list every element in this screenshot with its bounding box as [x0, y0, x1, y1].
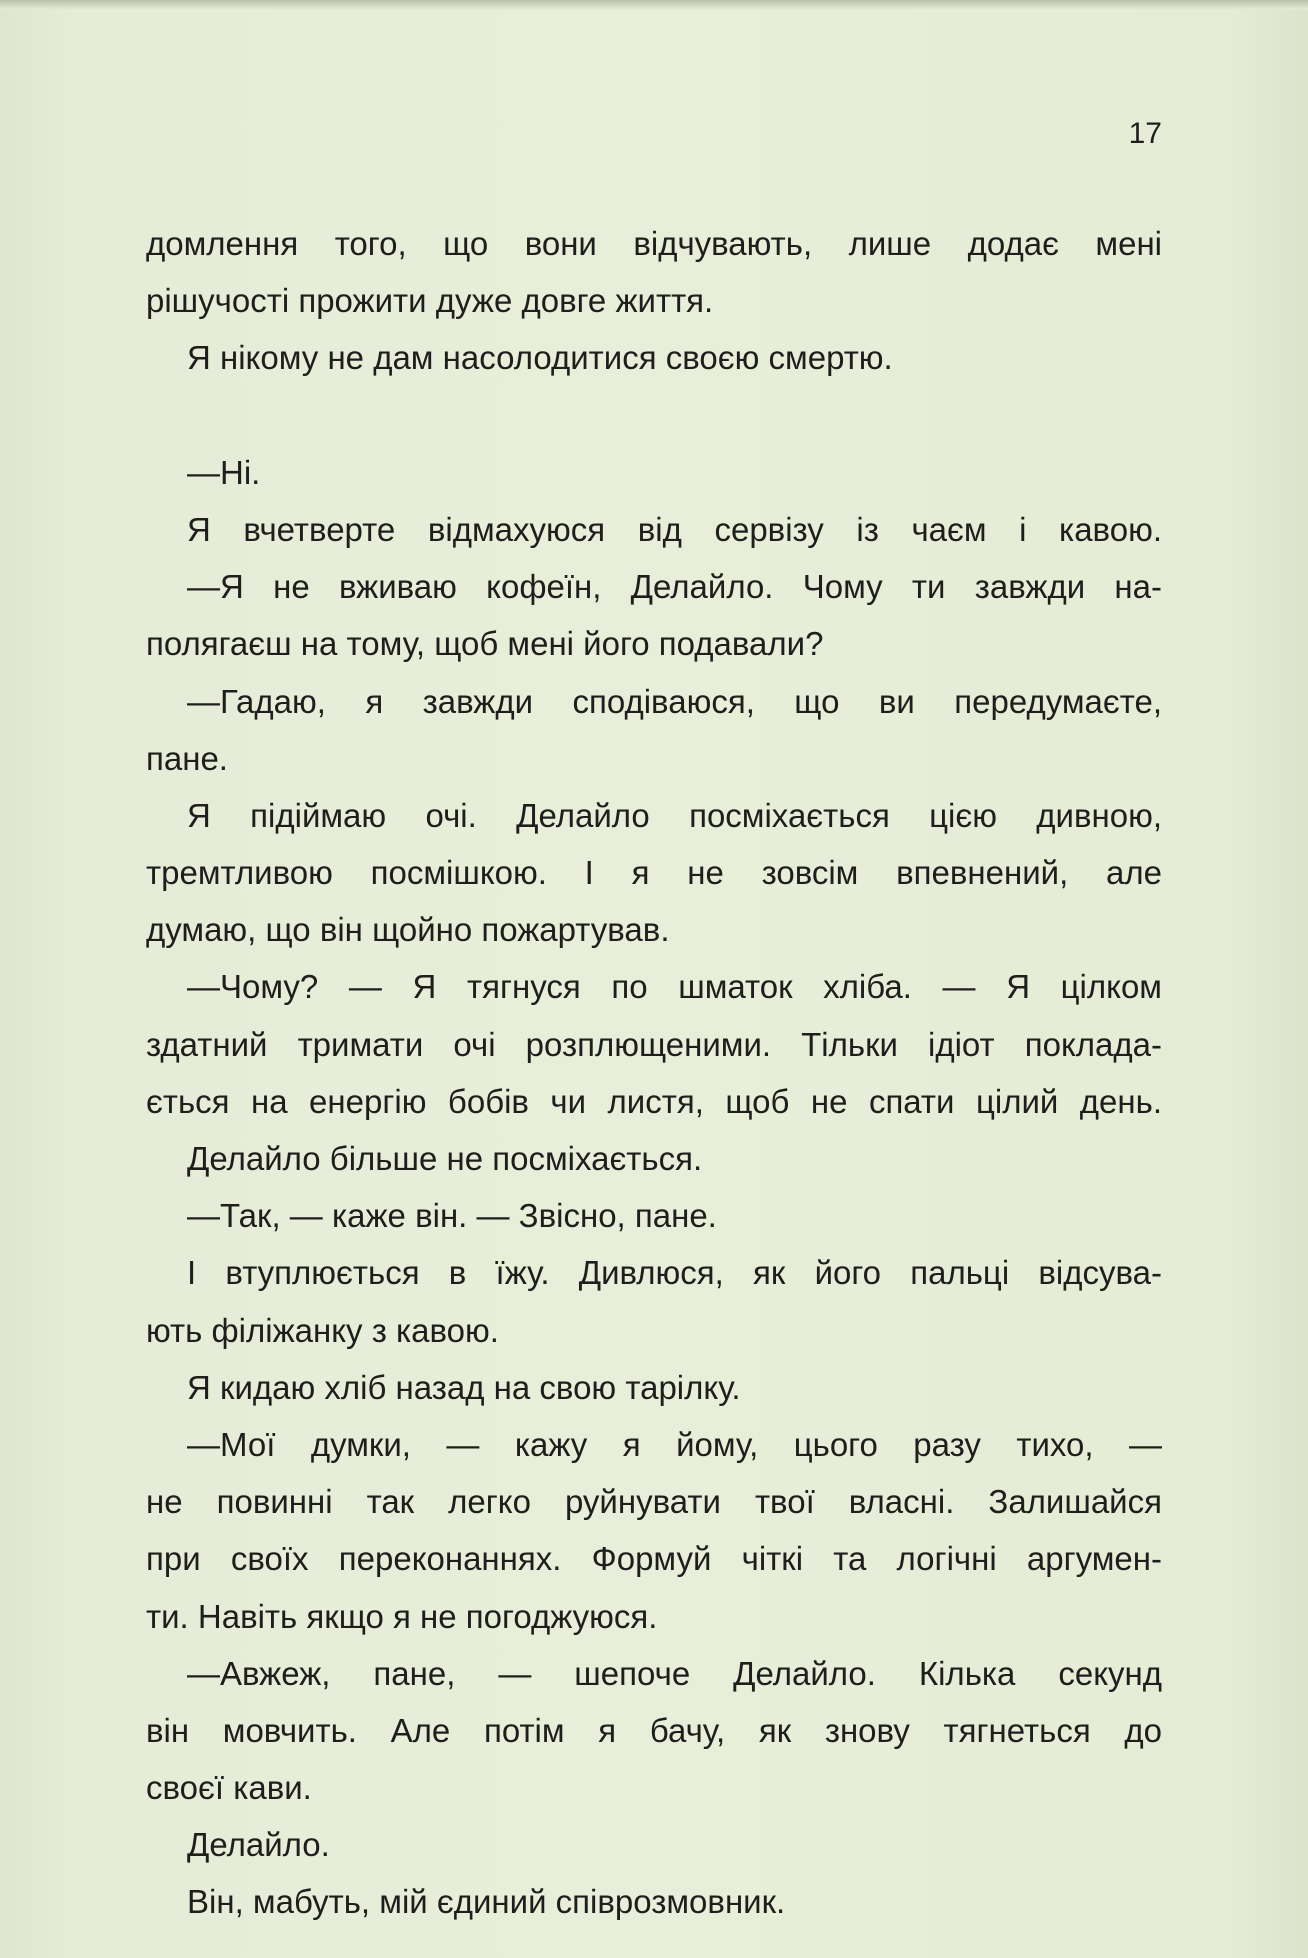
body-text: [146, 215, 1162, 1931]
text-line: Я кидаю хліб назад на свою тарілку.: [187, 1368, 741, 1406]
text-line: пане.: [146, 739, 228, 777]
text-line: —Авжеж, пане, — шепоче Делайло. Кілька секунд: [187, 1654, 1162, 1692]
text-line: —Чому? — Я тягнуся по шматок хліба. — Я цілком: [187, 968, 1162, 1006]
page-top-edge: [0, 0, 1308, 10]
text-line: —Мої думки, — кажу я йому, цього разу тихо, —: [187, 1425, 1162, 1463]
text-line: ти. Навіть якщо я не погоджуюся.: [146, 1597, 658, 1635]
blank-line: [146, 387, 1162, 444]
text-line: не повинні так легко руйнувати твої власні. Залишайся: [146, 1483, 1162, 1521]
text-line: він мовчить. Але потім я бачу, як знову тягнеться до: [146, 1711, 1162, 1749]
text-line: здатний тримати очі розплющеними. Тільки ідіот поклада-: [146, 1025, 1162, 1063]
text-line: І втуплюється в їжу. Дивлюся, як його пальці відсува-: [187, 1254, 1162, 1292]
text-line: Делайло.: [187, 1826, 330, 1864]
text-line: —Я не вживаю кофеїн, Делайло. Чому ти завжди на-: [187, 568, 1162, 606]
text-line: Він, мабуть, мій єдиний співрозмовник.: [187, 1883, 786, 1921]
text-line: Я вчетверте відмахуюся від сервізу із чаєм і кавою.: [187, 510, 1162, 548]
text-line: ють філіжанку з кавою.: [146, 1311, 499, 1349]
text-line: —Ні.: [187, 453, 261, 491]
text-line: —Так, — каже він. — Звісно, пане.: [187, 1197, 717, 1235]
text-line: —Гадаю, я завжди сподіваюся, що ви передумаєте,: [187, 682, 1162, 720]
text-line: Я нікому не дам насолодитися своєю смертю.: [187, 339, 893, 377]
text-line: Делайло більше не посміхається.: [187, 1140, 703, 1177]
text-line: своєї кави.: [146, 1769, 312, 1807]
text-line: полягаєш на тому, щоб мені його подавали?: [146, 625, 824, 663]
text-line: при своїх переконаннях. Формуй чіткі та логічні аргумен-: [146, 1540, 1162, 1578]
text-line: рішучості прожити дуже довге життя.: [146, 282, 714, 320]
text-line: домлення того, що вони відчувають, лише додає мені: [146, 225, 1162, 262]
page-number: 17: [1128, 117, 1162, 150]
text-line: думаю, що він щойно пожартував.: [146, 911, 670, 949]
text-line: Я підіймаю очі. Делайло посміхається цією дивною,: [187, 796, 1162, 834]
text-line: ється на енергію бобів чи листя, щоб не спати цілий день.: [146, 1082, 1162, 1120]
text-line: тремтливою посмішкою. І я не зовсім впевнений, але: [146, 854, 1162, 892]
